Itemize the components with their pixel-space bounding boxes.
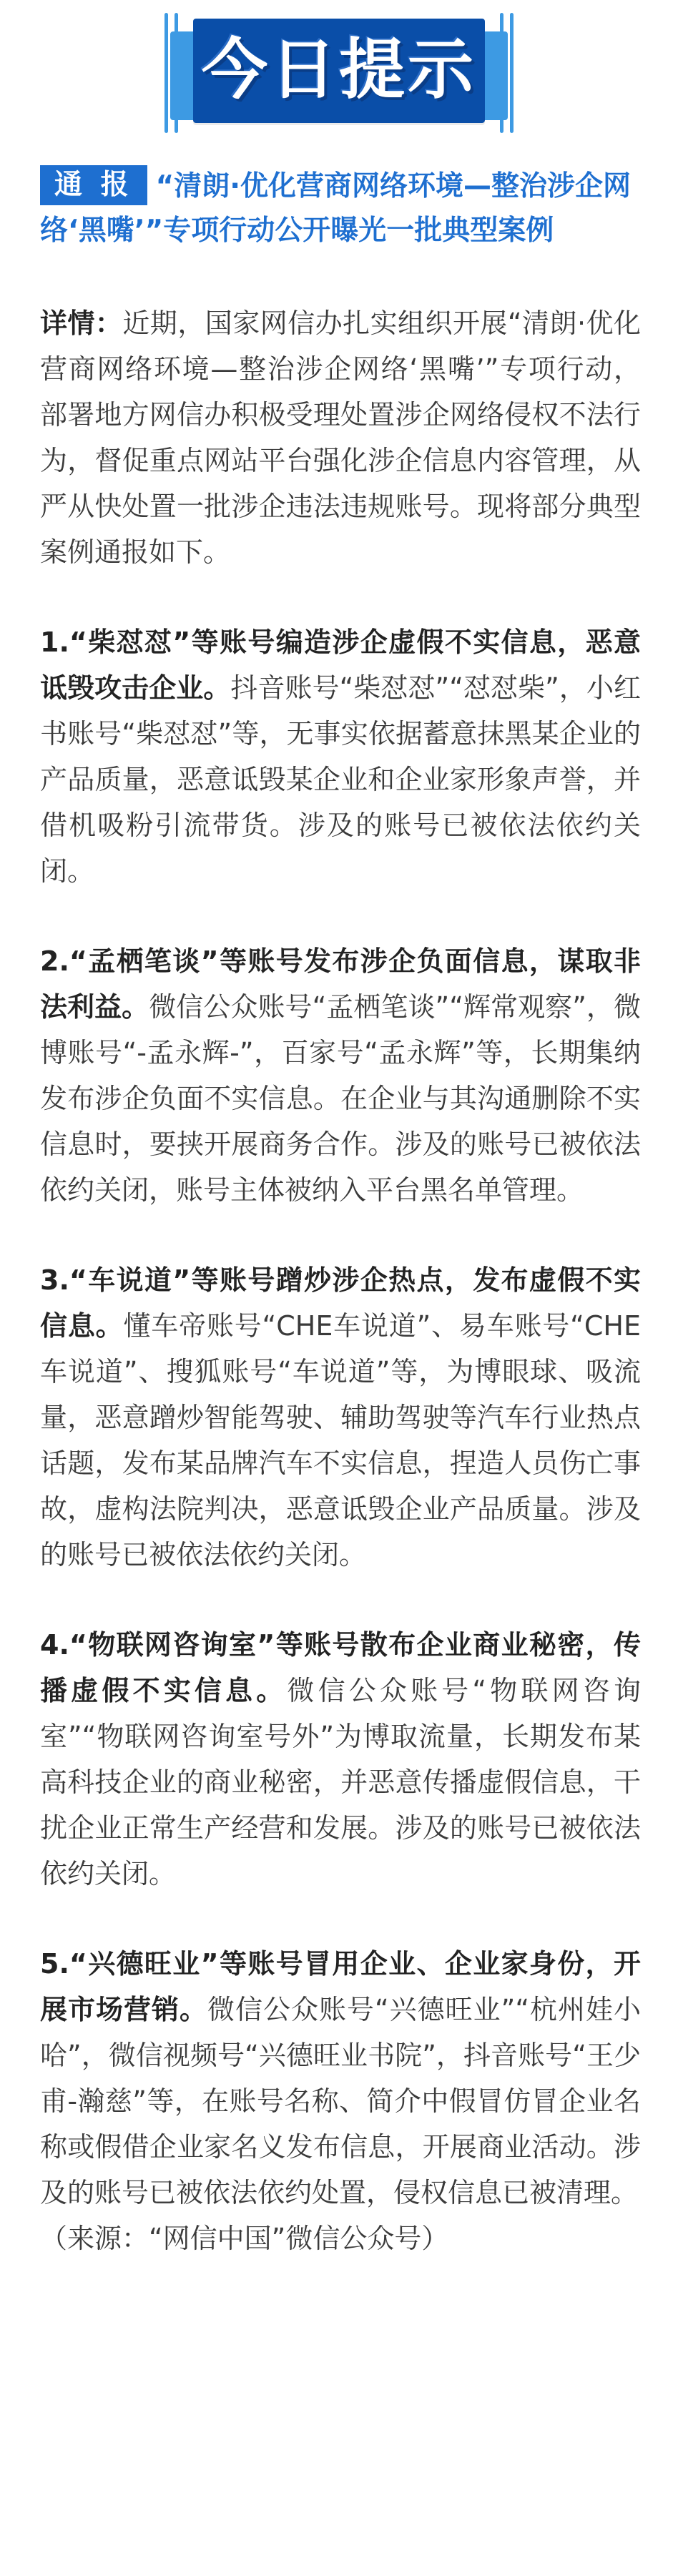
case-lead-2: 2.“孟栖笔谈”等账号发布涉企负面信息，谋取非法利益。 <box>40 945 641 1023</box>
header-banner <box>164 13 514 133</box>
source-note: （来源：“网信中国”微信公众号） <box>40 2223 449 2254</box>
notice-headline <box>40 164 641 253</box>
case-text-4: 微信公众账号“物联网咨询室”“物联网咨询室号外”为博取流量，长期发布某高科技企业的商业秘密，并恶意传播虚假信息，干扰企业正常生产经营和发展。涉及的账号已被依法依约关闭。 <box>40 1675 641 1889</box>
case-lead-5: 5.“兴德旺业”等账号冒用企业、企业家身份，开展市场营销。 <box>40 1948 641 2025</box>
banner-stripe-left <box>164 13 168 133</box>
banner-stripe-right <box>510 13 514 133</box>
banner-stripe-left-inner <box>175 13 178 133</box>
case-lead-1: 1.“柴怼怼”等账号编造涉企虚假不实信息，恶意诋毁攻击企业。 <box>40 626 641 704</box>
details-text: 近期，国家网信办扎实组织开展“清朗·优化营商网络环境—整治涉企网络‘黑嘴’”专项行动，部署地方网信办积极受理处置涉企网络侵权不法行为，督促重点网站平台强化涉企信息内容管理，从严从快处置一批涉企违法违规账号。现将部分典型案例通报如下。 <box>40 308 641 568</box>
case-paragraph-3 <box>40 1257 641 1578</box>
article-body <box>40 300 641 2261</box>
case-text-3: 懂车帝账号“CHE车说道”、易车账号“CHE车说道”、搜狐账号“车说道”等，为博眼球、吸流量，恶意蹭炒智能驾驶、辅助驾驶等汽车行业热点话题，发布某品牌汽车不实信息，捏造人员伤亡事故，虚构法院判决，恶意诋毁企业产品质量。涉及的账号已被依法依约关闭。 <box>40 1310 641 1570</box>
case-paragraph-5 <box>40 1941 641 2216</box>
details-paragraph <box>40 300 641 575</box>
banner-panel <box>193 19 485 123</box>
case-lead-3: 3.“车说道”等账号蹭炒涉企热点，发布虚假不实信息。 <box>40 1264 641 1342</box>
case-paragraph-2 <box>40 938 641 1213</box>
case-lead-4: 4.“物联网咨询室”等账号散布企业商业秘密，传播虚假不实信息。 <box>40 1629 641 1706</box>
banner-stripe-right-inner <box>500 13 503 133</box>
notice-headline-text: “清朗·优化营商网络环境—整治涉企网络‘黑嘴’”专项行动公开曝光一批典型案例 <box>40 170 632 247</box>
case-paragraph-1 <box>40 619 641 894</box>
case-text-1: 抖音账号“柴怼怼”“怼怼柴”，小红书账号“柴怼怼”等，无事实依据蓄意抹黑某企业的产品质量，恶意诋毁某企业和企业家形象声誉，并借机吸粉引流带货。涉及的账号已被依法依约关闭。 <box>40 672 641 887</box>
case-text-5: 微信公众账号“兴德旺业”“杭州娃小哈”，微信视频号“兴德旺业书院”，抖音账号“王少甫-瀚慈”等，在账号名称、简介中假冒仿冒企业名称或假借企业家名义发布信息，开展商业活动。涉及的账号已被依法依约处置，侵权信息已被清理。 <box>40 1994 641 2208</box>
case-text-2: 微信公众账号“孟栖笔谈”“辉常观察”，微博账号“-孟永辉-”，百家号“孟永辉”等，长期集纳发布涉企负面不实信息。在企业与其沟通删除不实信息时，要挟开展商务合作。涉及的账号已被依法依约关闭，账号主体被纳入平台黑名单管理。 <box>40 991 641 1206</box>
notice-tag: 通 报 <box>40 165 147 205</box>
banner-title: 今日提示 <box>201 31 476 108</box>
case-paragraph-4 <box>40 1622 641 1897</box>
details-lead: 详情： <box>40 308 123 339</box>
